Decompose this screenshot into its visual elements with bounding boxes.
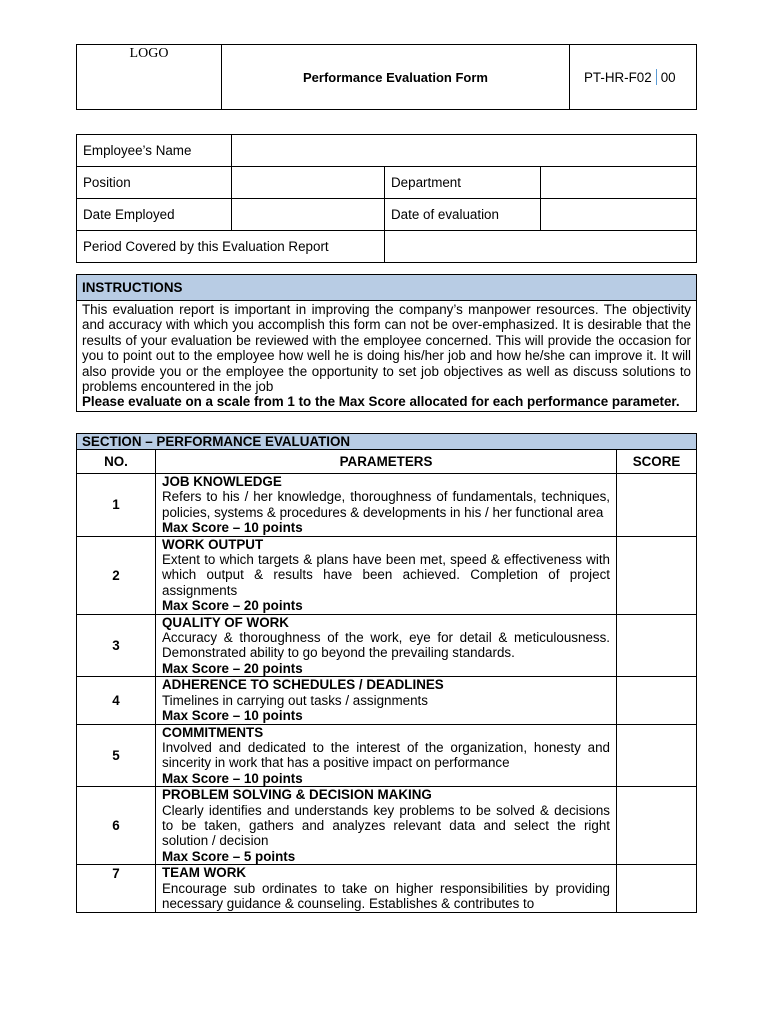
score-field[interactable] (617, 474, 697, 537)
row-number: 7 (77, 865, 156, 912)
period-covered-field[interactable] (385, 231, 697, 263)
date-employed-field[interactable] (232, 199, 385, 231)
parameter-max-score: Max Score – 20 points (162, 660, 303, 676)
parameter-title: QUALITY OF WORK (162, 614, 289, 630)
parameter-title: ADHERENCE TO SCHEDULES / DEADLINES (162, 677, 444, 693)
row-number: 4 (77, 677, 156, 724)
form-code: PT-HR-F02 (584, 70, 652, 85)
parameter-max-score: Max Score – 10 points (162, 520, 303, 536)
parameter-max-score: Max Score – 5 points (162, 848, 296, 864)
parameter-description: Encourage sub ordinates to take on higher responsibilities by providing necessary guidance & counseling. Establishes & contributes to (162, 880, 610, 911)
row-number: 2 (77, 536, 156, 614)
instructions-box (76, 274, 697, 412)
row-number: 1 (77, 474, 156, 537)
position-field[interactable] (232, 167, 385, 199)
col-score-header: SCORE (617, 450, 697, 474)
table-row (77, 724, 697, 787)
parameter-cell (156, 614, 617, 677)
form-revision: 00 (660, 70, 676, 85)
score-field[interactable] (617, 724, 697, 787)
position-label: Position (77, 167, 232, 199)
parameter-title: TEAM WORK (162, 865, 247, 881)
parameter-max-score: Max Score – 20 points (162, 598, 303, 614)
logo-placeholder: LOGO (77, 45, 222, 110)
parameter-title: PROBLEM SOLVING & DECISION MAKING (162, 787, 432, 803)
performance-evaluation-table (76, 433, 697, 913)
score-field[interactable] (617, 787, 697, 865)
parameter-description: Timelines in carrying out tasks / assignments (162, 692, 428, 708)
parameter-cell (156, 865, 617, 912)
code-separator (656, 69, 657, 85)
parameter-title: JOB KNOWLEDGE (162, 474, 282, 489)
table-row (77, 865, 697, 912)
period-covered-label: Period Covered by this Evaluation Report (77, 231, 385, 263)
row-number: 3 (77, 614, 156, 677)
employee-name-label: Employee’s Name (77, 135, 232, 167)
parameter-cell (156, 536, 617, 614)
employee-info-table (76, 134, 697, 263)
form-code-cell (570, 45, 697, 110)
employee-name-field[interactable] (232, 135, 697, 167)
table-row (77, 474, 697, 537)
parameter-cell (156, 474, 617, 537)
parameter-max-score: Max Score – 10 points (162, 770, 303, 786)
form-header (76, 44, 697, 110)
score-field[interactable] (617, 536, 697, 614)
department-field[interactable] (541, 167, 697, 199)
parameter-title: WORK OUTPUT (162, 536, 264, 552)
parameter-description: Involved and dedicated to the interest of the organization, honesty and sincerity in work that has a positive impact on performance (162, 739, 610, 771)
score-field[interactable] (617, 865, 697, 912)
parameter-cell (156, 787, 617, 865)
department-label: Department (385, 167, 541, 199)
score-field[interactable] (617, 677, 697, 724)
table-row (77, 614, 697, 677)
parameter-cell (156, 677, 617, 724)
instructions-text: This evaluation report is important in improving the company’s manpower resources. The objectivity and accuracy with which you accomplish this form can not be over-emphasized. It is desirable that the results of your evaluation be reviewed with the employee concerned. This will provide the occasion for you to point out to the employee how well he is doing his/her job and how he/she can improve it. It will also provide you or the employee the opportunity to set job objectives as well as discuss solutions to problems encountered in the job (82, 302, 691, 395)
col-no-header: NO. (77, 450, 156, 474)
section-heading: SECTION – PERFORMANCE EVALUATION (77, 434, 697, 450)
parameter-description: Extent to which targets & plans have been met, speed & effectiveness with which output & results have been achieved. Completion of project assignments (162, 552, 610, 598)
table-row (77, 677, 697, 724)
date-employed-label: Date Employed (77, 199, 232, 231)
row-number: 6 (77, 787, 156, 865)
instructions-heading: INSTRUCTIONS (77, 275, 697, 301)
table-row (77, 787, 697, 865)
parameter-description: Refers to his / her knowledge, thoroughness of fundamentals, techniques, policies, systems & procedures & developments in his / her functional area (162, 489, 610, 520)
instructions-body (77, 301, 697, 412)
instructions-bold-text: Please evaluate on a scale from 1 to the Max Score allocated for each performance parameter. (82, 394, 680, 410)
parameter-title: COMMITMENTS (162, 724, 264, 740)
date-evaluation-field[interactable] (541, 199, 697, 231)
parameter-description: Accuracy & thoroughness of the work, eye for detail & meticulousness. Demonstrated ability to go beyond the prevailing standards. (162, 630, 610, 661)
date-evaluation-label: Date of evaluation (385, 199, 541, 231)
score-field[interactable] (617, 614, 697, 677)
parameter-cell (156, 724, 617, 787)
col-parameters-header: PARAMETERS (156, 450, 617, 474)
parameter-description: Clearly identifies and understands key problems to be solved & decisions to be taken, gathers and analyzes relevant data and select the right solution / decision (162, 802, 610, 849)
form-title: Performance Evaluation Form (222, 45, 570, 110)
table-row (77, 536, 697, 614)
parameter-max-score: Max Score – 10 points (162, 708, 303, 724)
row-number: 5 (77, 724, 156, 787)
